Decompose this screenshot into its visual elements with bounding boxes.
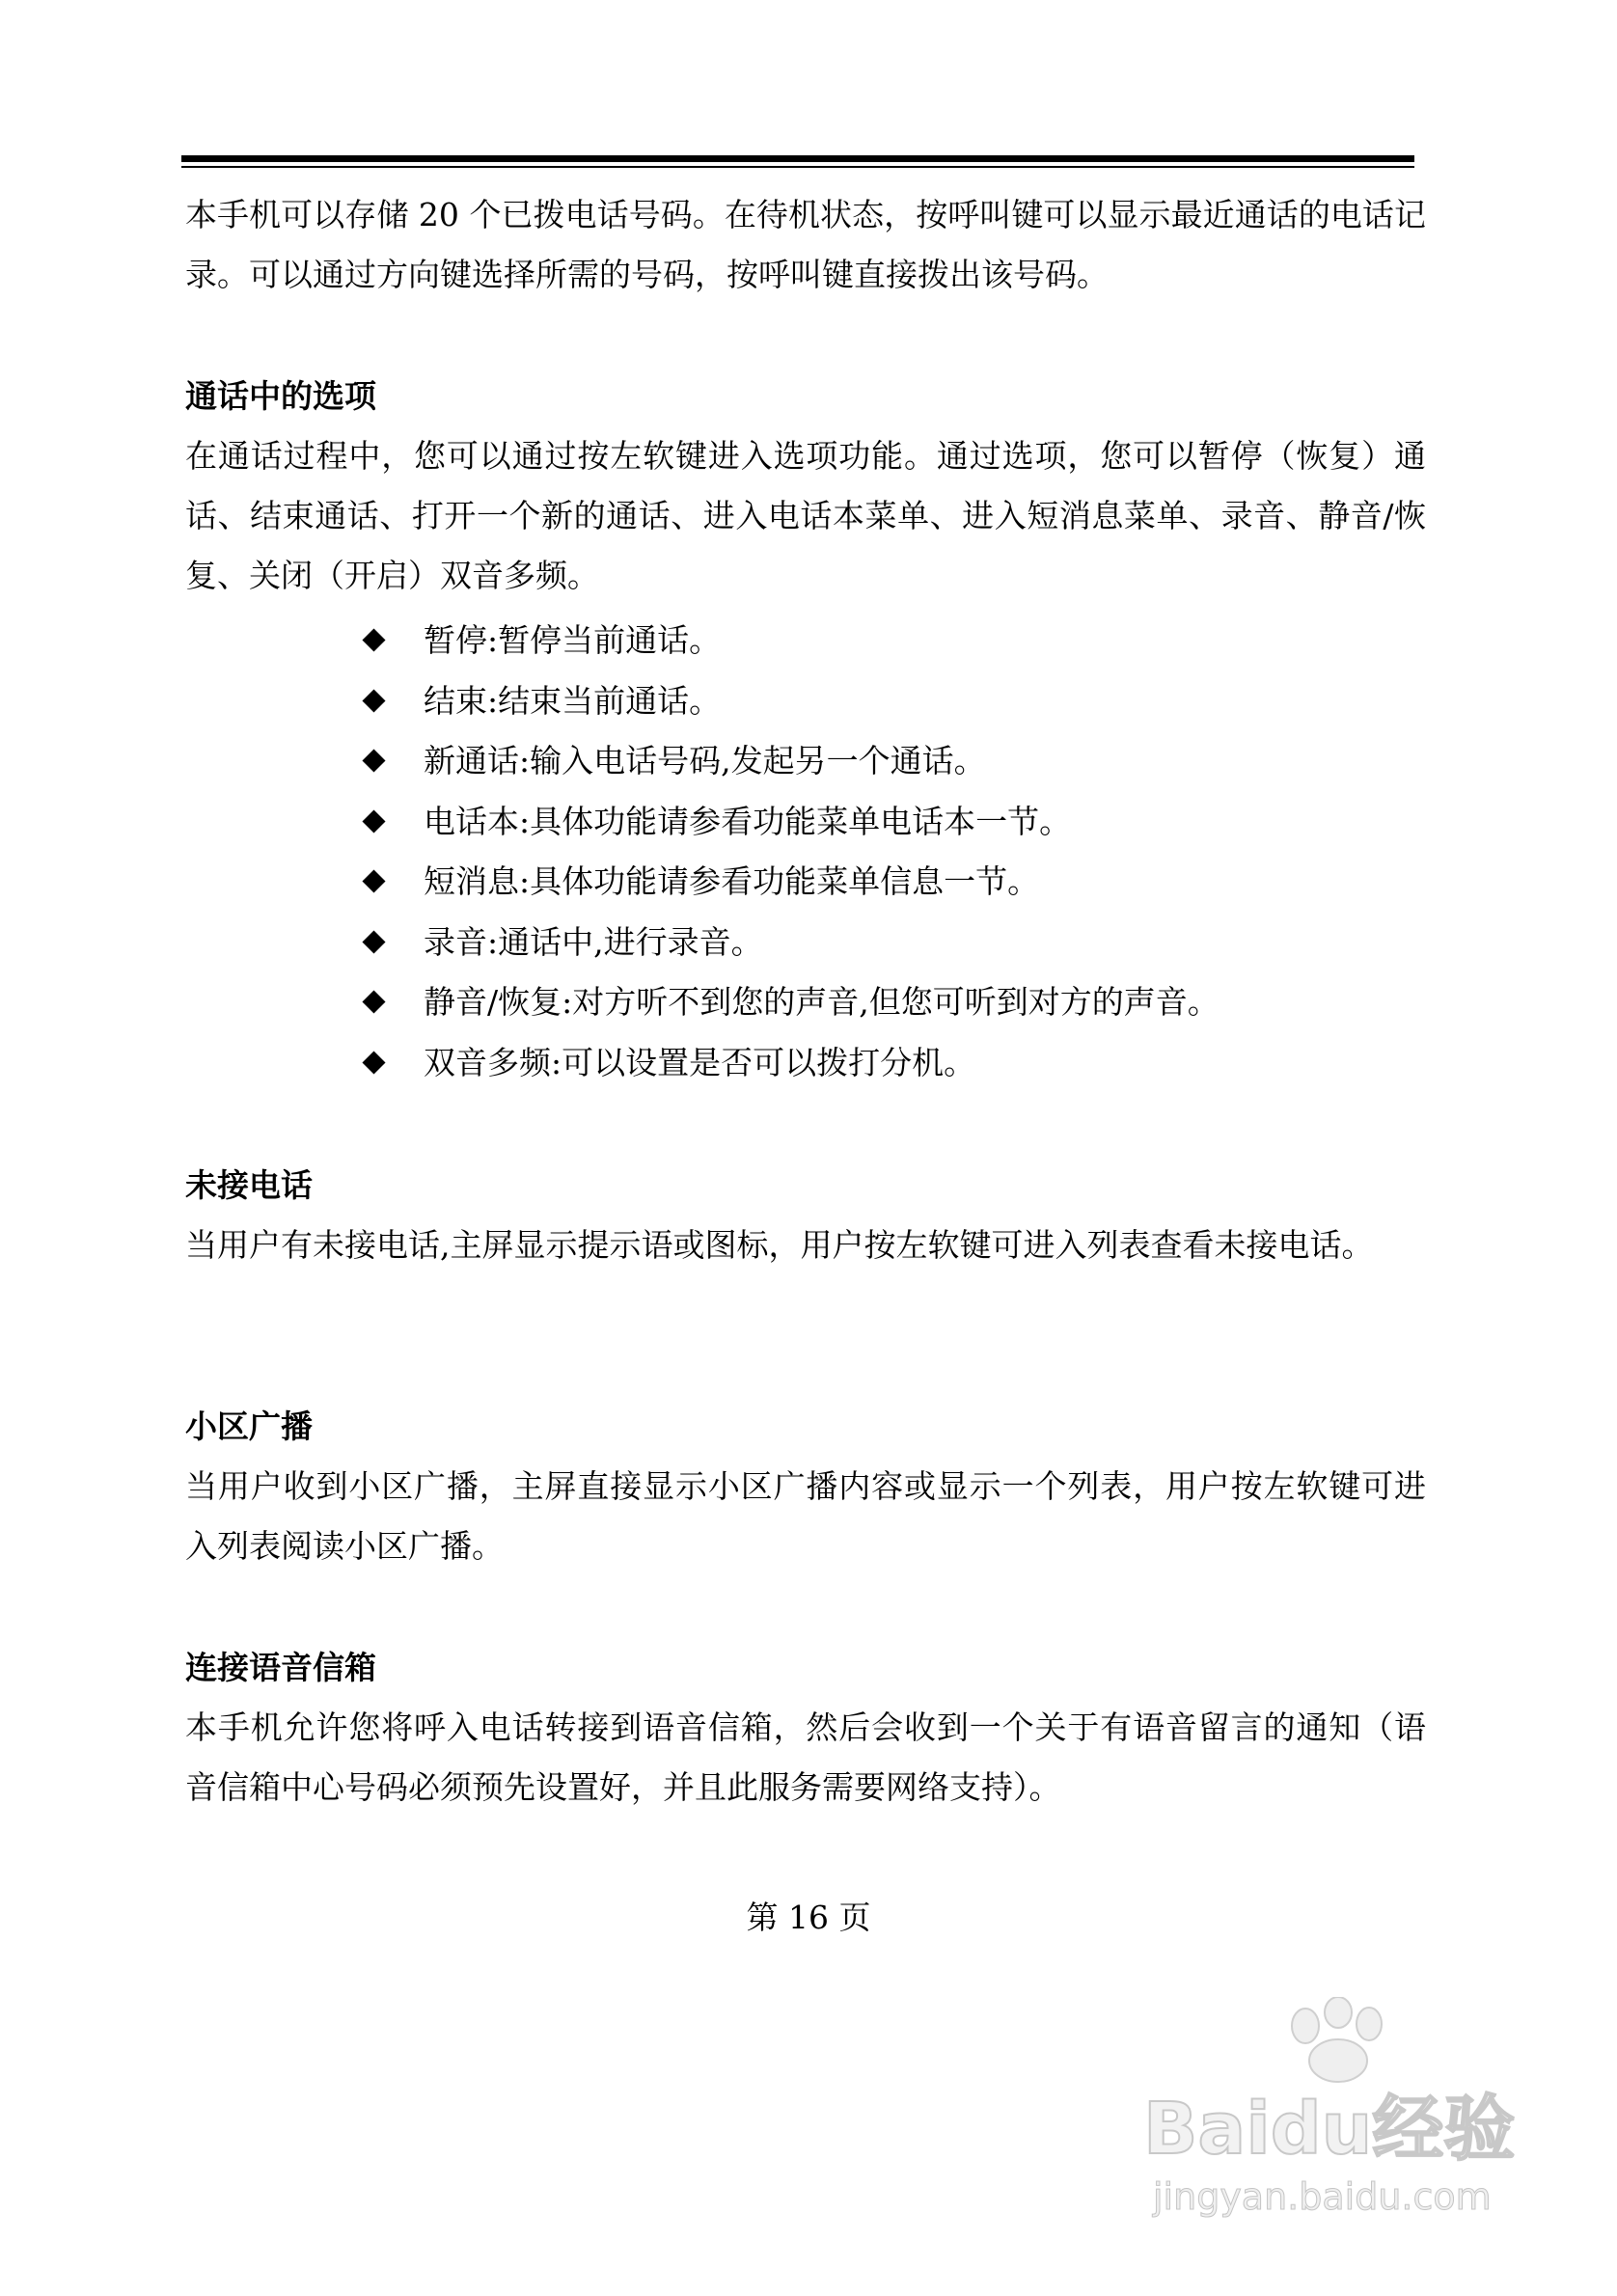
- list-item-text: 结束:结束当前通话。: [424, 681, 722, 720]
- paragraph-call-options: 在通话过程中，您可以通过按左软键进入选项功能。通过选项，您可以暂停（恢复）通话、结束通话、打开一个新的通话、进入电话本菜单、进入短消息菜单、录音、静音/恢复、关闭（开启）双音多频。: [185, 437, 1426, 594]
- diamond-bullet-icon: [364, 932, 385, 953]
- list-item-text: 暂停:暂停当前通话。: [424, 621, 722, 660]
- list-item: [360, 972, 1325, 1033]
- heading-cell-broadcast: 小区广播: [185, 1408, 313, 1445]
- baidu-watermark: [1143, 1997, 1558, 2248]
- list-item: [360, 611, 1325, 671]
- list-item: [360, 1033, 1325, 1094]
- diamond-bullet-icon: [364, 1052, 385, 1074]
- paragraph-cell-broadcast: 当用户收到小区广播，主屏直接显示小区广播内容或显示一个列表，用户按左软键可进入列表阅读小区广播。: [185, 1467, 1426, 1565]
- list-item-text: 新通话:输入电话号码,发起另一个通话。: [424, 742, 986, 780]
- heading-call-options: 通话中的选项: [185, 377, 376, 415]
- diamond-bullet-icon: [364, 630, 385, 651]
- list-item-text: 静音/恢复:对方听不到您的声音,但您可听到对方的声音。: [424, 983, 1220, 1022]
- heading-voicemail: 连接语音信箱: [185, 1649, 376, 1686]
- diamond-bullet-icon: [364, 751, 385, 772]
- paragraph-missed-calls: 当用户有未接电话,主屏显示提示语或图标，用户按左软键可进入列表查看未接电话。: [185, 1226, 1374, 1264]
- diamond-bullet-icon: [364, 992, 385, 1013]
- list-item: [360, 671, 1325, 732]
- list-item: [360, 792, 1325, 853]
- heading-missed-calls: 未接电话: [185, 1166, 313, 1204]
- watermark-url: jingyan.baidu.com: [1153, 2175, 1492, 2218]
- list-item-text: 录音:通话中,进行录音。: [424, 922, 763, 961]
- paw-logo-icon: [1269, 1997, 1404, 2084]
- list-item-text: 短消息:具体功能请参看功能菜单信息一节。: [424, 862, 1040, 901]
- list-item-text: 双音多频:可以设置是否可以拨打分机。: [424, 1043, 976, 1081]
- diamond-bullet-icon: [364, 871, 385, 892]
- list-item: [360, 913, 1325, 973]
- list-item: [360, 731, 1325, 792]
- intro-paragraph: 本手机可以存储 20 个已拨电话号码。在待机状态，按呼叫键可以显示最近通话的电话记录。可以通过方向键选择所需的号码，按呼叫键直接拨出该号码。: [185, 196, 1426, 293]
- page-number: 第 16 页: [746, 1899, 871, 1936]
- diamond-bullet-icon: [364, 691, 385, 712]
- header-rule-thin: [181, 166, 1414, 168]
- list-item-text: 电话本:具体功能请参看功能菜单电话本一节。: [424, 802, 1072, 840]
- watermark-brand: Baidu经验: [1143, 2088, 1516, 2171]
- paragraph-voicemail: 本手机允许您将呼入电话转接到语音信箱，然后会收到一个关于有语音留言的通知（语音信箱中心号码必须预先设置好，并且此服务需要网络支持）。: [185, 1708, 1426, 1806]
- diamond-bullet-icon: [364, 811, 385, 833]
- list-item: [360, 852, 1325, 913]
- header-rule: [181, 155, 1414, 162]
- call-options-list: [360, 611, 1325, 1093]
